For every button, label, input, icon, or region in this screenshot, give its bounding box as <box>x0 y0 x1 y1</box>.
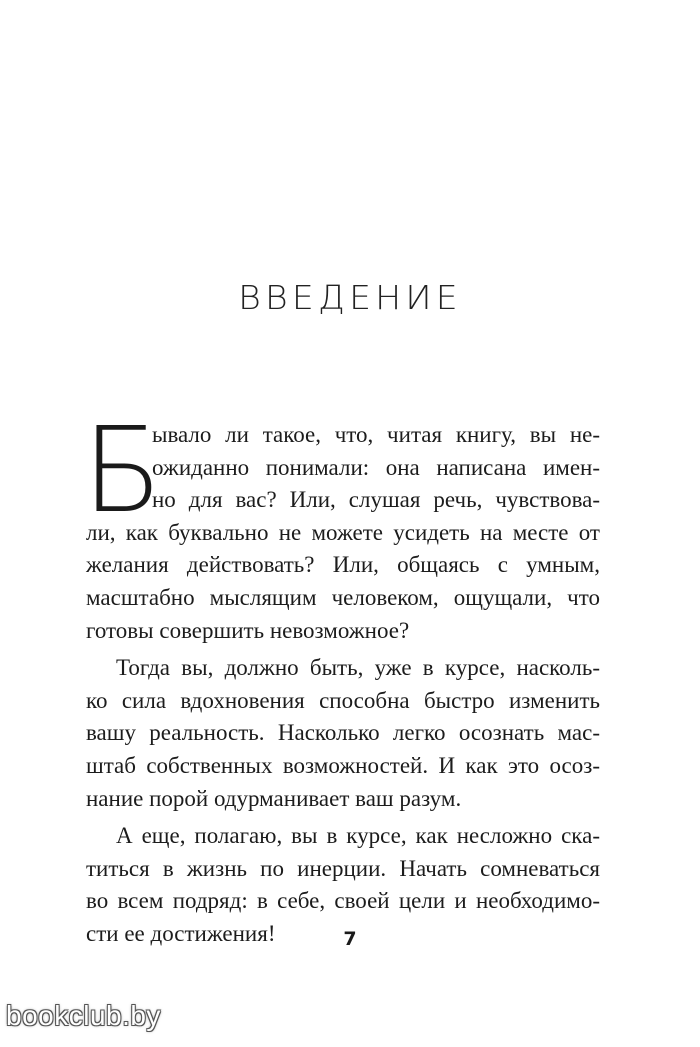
paragraph-2 <box>86 652 600 815</box>
text-line: во всем подряд: в себе, своей цели и необходимо- <box>86 888 600 914</box>
paragraph-1 <box>82 401 600 647</box>
text-line: готовы совершить невозможное? <box>86 617 410 643</box>
text-line: вашу реальность. Насколько легко осознать мас- <box>86 720 600 746</box>
text-line: но для вас? Или, слушая речь, чувствова- <box>152 487 600 513</box>
text-line: штаб собственных возможностей. И как это осоз- <box>86 752 600 778</box>
text-line: желания действовать? Или, общаясь с умным, <box>86 552 600 578</box>
text-line: ко сила вдохновения способна быстро изменить <box>86 687 600 713</box>
text-line: ли, как буквально не можете усидеть на месте от <box>86 519 600 545</box>
text-line: титься в жизнь по инерции. Начать сомневаться <box>86 855 600 881</box>
chapter-title: ВВЕДЕНИЕ <box>238 278 462 317</box>
text-line: масштабно мыслящим человеком, ощущали, что <box>86 584 600 610</box>
text-line: Тогда вы, должно быть, уже в курсе, насколь- <box>116 655 600 681</box>
text-line: А еще, полагаю, вы в курсе, как несложно ска- <box>116 823 600 849</box>
text-line: сти ее достижения! <box>86 920 276 946</box>
watermark: bookclub.by <box>6 1000 161 1031</box>
text-line: ывало ли такое, что, читая книгу, вы не- <box>152 422 600 447</box>
page-number: 7 <box>343 928 357 950</box>
text-line: ожиданно понимали: она написана имен- <box>152 454 600 480</box>
body-text <box>82 401 600 951</box>
text-line: нание порой одурманивает ваш разум. <box>86 785 462 811</box>
drop-cap: Б <box>82 401 163 539</box>
